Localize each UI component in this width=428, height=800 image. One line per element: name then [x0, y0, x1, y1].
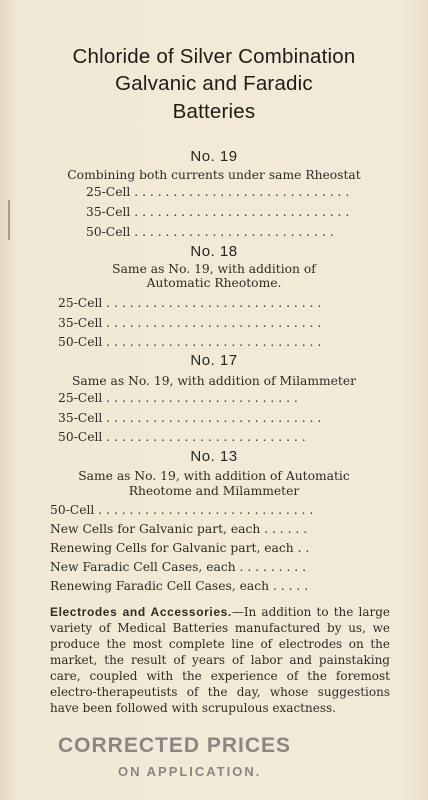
no13-item-renewing-galvanic-cells: Renewing Cells for Galvanic part, each . . — [50, 541, 310, 555]
no19-heading: No. 19 — [190, 148, 238, 165]
no13-item-new-galvanic-cells: New Cells for Galvanic part, each . . . . . . — [50, 522, 308, 536]
no17-heading: No. 17 — [190, 352, 238, 369]
no18-item-35cell: 35-Cell . . . . . . . . . . . . . . . . . . . . . . . . . . . . — [58, 316, 322, 330]
electrodes-paragraph — [50, 604, 390, 716]
no18-heading: No. 18 — [190, 243, 238, 260]
no13-item-new-faradic-cases: New Faradic Cell Cases, each . . . . . . . . . — [50, 560, 307, 574]
no17-item-35cell: 35-Cell . . . . . . . . . . . . . . . . . . . . . . . . . . . . — [58, 411, 322, 425]
title-line-1: Chloride of Silver Combination — [72, 45, 356, 68]
title-line-3: Batteries — [172, 100, 256, 123]
no18-item-50cell: 50-Cell . . . . . . . . . . . . . . . . . . . . . . . . . . . . — [58, 335, 322, 349]
electrodes-lead: Electrodes and Accessories. — [50, 605, 232, 619]
no18-desc-line-2: Automatic Rheotome. — [146, 276, 282, 290]
no17-item-25cell: 25-Cell . . . . . . . . . . . . . . . . . . . . . . . . . — [58, 391, 298, 405]
no17-item-50cell: 50-Cell . . . . . . . . . . . . . . . . . . . . . . . . . . — [58, 430, 306, 444]
no13-desc-line-1: Same as No. 19, with addition of Automatic — [78, 469, 350, 483]
electrodes-body: —In addition to the large variety of Medical Batteries manufactured by us, we produce the most complete line of electrodes on the market, the result of years of labor and painstaking care, coupled with the experience of the foremost electro-therapeutists of the day, whose suggestions have been followed with scrupulous exactness. — [50, 605, 390, 715]
page-fold-mark — [8, 200, 10, 240]
no13-heading: No. 13 — [190, 448, 238, 465]
no13-desc-line-2: Rheotome and Milammeter — [128, 484, 300, 498]
no13-item-renewing-faradic-cases: Renewing Faradic Cell Cases, each . . . . . — [50, 579, 309, 593]
title-line-2: Galvanic and Faradic — [115, 72, 313, 95]
stamp-corrected-prices: CORRECTED PRICES — [58, 734, 292, 757]
no18-desc-line-1: Same as No. 19, with addition of — [112, 262, 316, 276]
stamp-on-application: ON APPLICATION. — [118, 764, 262, 779]
no13-item-50cell: 50-Cell . . . . . . . . . . . . . . . . . . . . . . . . . . . . — [50, 503, 314, 517]
no19-desc: Combining both currents under same Rheostat — [67, 168, 361, 182]
no17-desc: Same as No. 19, with addition of Milammeter — [71, 374, 357, 388]
no19-item-50cell: 50-Cell . . . . . . . . . . . . . . . . . . . . . . . . . . — [86, 225, 334, 239]
no19-item-35cell: 35-Cell . . . . . . . . . . . . . . . . . . . . . . . . . . . . — [86, 205, 350, 219]
no18-item-25cell: 25-Cell . . . . . . . . . . . . . . . . . . . . . . . . . . . . — [58, 296, 322, 310]
no19-item-25cell: 25-Cell . . . . . . . . . . . . . . . . . . . . . . . . . . . . — [86, 185, 350, 199]
